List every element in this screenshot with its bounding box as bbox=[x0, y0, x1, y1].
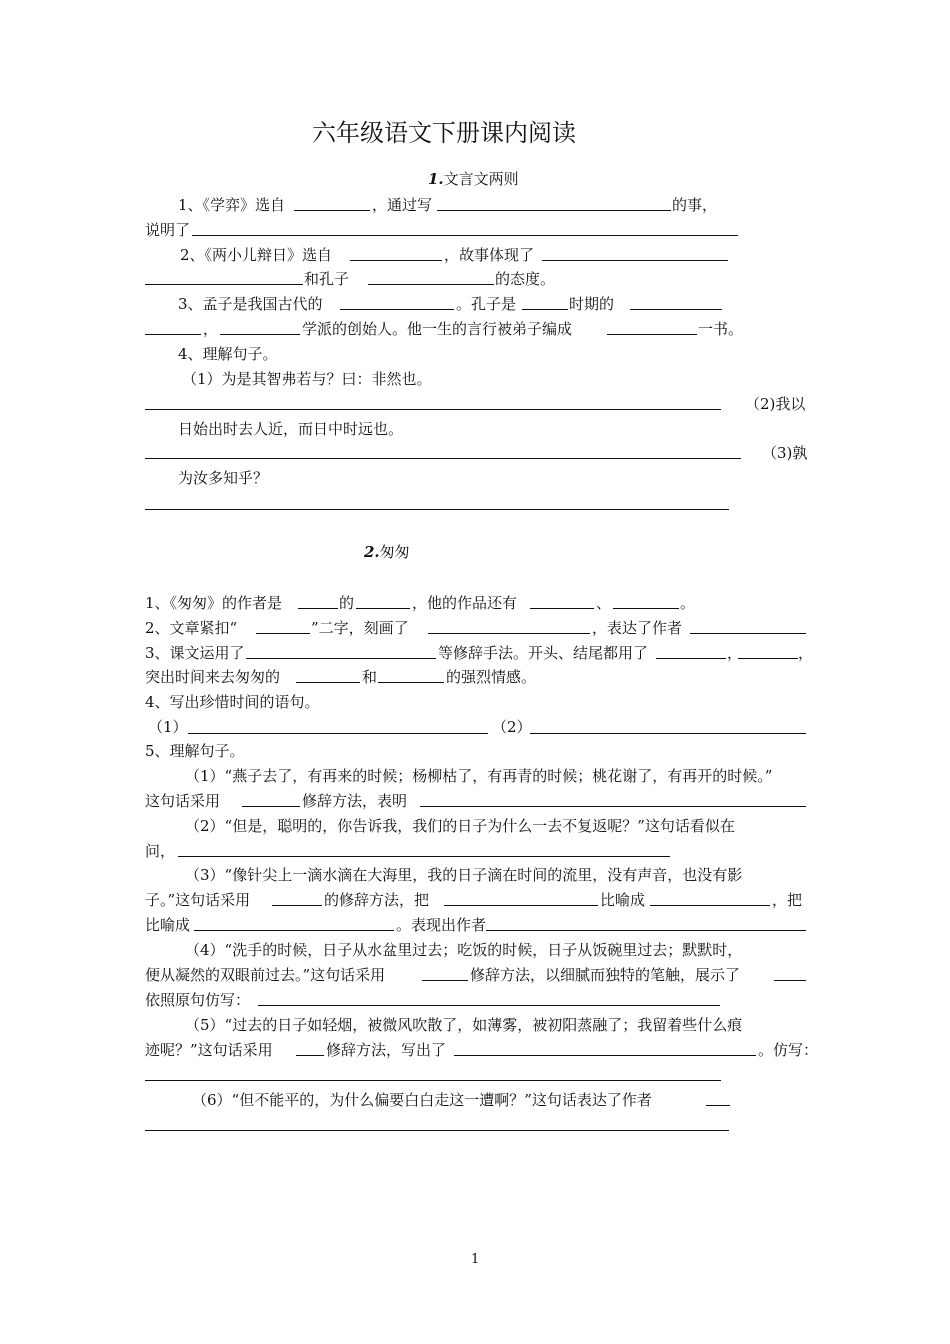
section-1-heading bbox=[428, 169, 519, 189]
s2-q4-2-answer-line[interactable] bbox=[530, 733, 806, 734]
s1-q4-1-answer-line[interactable] bbox=[145, 409, 721, 410]
s1-q1-text-d: 说明了 bbox=[145, 221, 191, 239]
s1-q3-blank-1[interactable] bbox=[340, 309, 454, 310]
s2-q3-text-f: 和 bbox=[362, 668, 378, 686]
s2-q1-text-b: 的 bbox=[339, 594, 355, 612]
s2-q2-text-a: 2、文章紧扣“ bbox=[145, 619, 238, 637]
s2-q5-6-blank-1[interactable] bbox=[706, 1105, 730, 1106]
s2-q5-4-text-b: 便从凝然的双眼前过去。”这句话采用 bbox=[145, 966, 386, 984]
s2-q5-5-quote: （5）“过去的日子如轻烟，被微风吹散了，如薄雾，被初阳蒸融了；我留着些什么痕 bbox=[185, 1016, 743, 1034]
s1-q3-text-d: ， bbox=[203, 320, 219, 338]
s1-q1-text-c: 的事， bbox=[672, 196, 718, 214]
s2-q2-blank-1[interactable] bbox=[256, 633, 310, 634]
s2-q1-text-e: 。 bbox=[680, 594, 696, 612]
s2-q3-text-d: ， bbox=[798, 644, 814, 662]
s1-q4-2-text-b: 日始出时去人近，而日中时远也。 bbox=[178, 420, 404, 438]
s2-q5-3-text-g: 。表现出作者 bbox=[396, 916, 487, 934]
section-2-number: 2. bbox=[364, 543, 380, 561]
s2-q5-5-answer-line[interactable] bbox=[145, 1080, 721, 1081]
s2-q4-1-answer-line[interactable] bbox=[188, 733, 488, 734]
s2-q5-2-answer-line[interactable] bbox=[178, 856, 670, 857]
s1-q3-text-e: 学派的创始人。他一生的言行被弟子编成 bbox=[302, 320, 573, 338]
s2-q5-4-answer-line[interactable] bbox=[258, 1005, 720, 1006]
s2-q4-text: 4、写出珍惜时间的语句。 bbox=[145, 693, 320, 711]
s2-q5-1-text-b: 这句话采用 bbox=[145, 792, 221, 810]
s1-q3-text-b: 。孔子是 bbox=[456, 295, 517, 313]
s2-q3-text-c: ， bbox=[727, 644, 743, 662]
s2-q4-1-label: （1） bbox=[148, 718, 188, 736]
s2-q5-6-answer-line[interactable] bbox=[145, 1130, 729, 1131]
s2-q5-4-blank-2[interactable] bbox=[774, 980, 806, 981]
s2-q5-3-blank-4[interactable] bbox=[194, 930, 394, 931]
s2-q5-2-text-b: 问， bbox=[145, 842, 176, 860]
s2-q3-blank-4[interactable] bbox=[296, 682, 360, 683]
s1-q3-blank-4[interactable] bbox=[145, 334, 201, 335]
s2-q1-blank-3[interactable] bbox=[530, 608, 594, 609]
s2-q5-4-text-c: 修辞方法，以细腻而独特的笔触，展示了 bbox=[470, 966, 741, 984]
section-1-title: 文言文两则 bbox=[443, 170, 519, 188]
s1-q1-blank-1[interactable] bbox=[294, 210, 370, 211]
s2-q1-text-c: ，他的作品还有 bbox=[412, 594, 518, 612]
s1-q3-text-c: 时期的 bbox=[569, 295, 615, 313]
s1-q1-text-b: ，通过写 bbox=[372, 196, 433, 214]
s2-q3-text-e: 突出时间来去匆匆的 bbox=[145, 668, 281, 686]
s2-q1-blank-4[interactable] bbox=[613, 608, 679, 609]
s2-q2-text-b: ”二字，刻画了 bbox=[311, 619, 409, 637]
s2-q5-5-blank-2[interactable] bbox=[454, 1055, 756, 1056]
section-1-number: 1. bbox=[428, 170, 444, 188]
s1-q4-text: 4、理解句子。 bbox=[178, 345, 278, 363]
s2-q3-text-g: 的强烈情感。 bbox=[446, 668, 537, 686]
s1-q1-blank-2[interactable] bbox=[437, 210, 671, 211]
s1-q3-blank-5[interactable] bbox=[220, 334, 300, 335]
s2-q5-3-quote: （3）“像针尖上一滴水滴在大海里，我的日子滴在时间的流里，没有声音，也没有影 bbox=[185, 866, 743, 884]
s2-q5-3-text-c: 的修辞方法，把 bbox=[324, 891, 430, 909]
s2-q3-blank-2[interactable] bbox=[656, 658, 726, 659]
s2-q5-3-blank-3[interactable] bbox=[650, 905, 770, 906]
s1-q3-text-f: 一书。 bbox=[698, 320, 744, 338]
s2-q1-text-d: 、 bbox=[596, 594, 612, 612]
section-2-title: 匆匆 bbox=[379, 543, 410, 561]
s1-q3-text-a: 3、孟子是我国古代的 bbox=[178, 295, 323, 313]
s2-q1-blank-2[interactable] bbox=[356, 608, 410, 609]
s1-q2-blank-2[interactable] bbox=[542, 260, 728, 261]
s1-q4-2-text-a: （2)我以 bbox=[745, 395, 806, 413]
section-2-heading bbox=[364, 542, 410, 562]
s2-q5-3-blank-2[interactable] bbox=[444, 905, 598, 906]
s2-q5-1-blank-2[interactable] bbox=[420, 806, 806, 807]
s1-q2-text-c: 和孔子 bbox=[304, 270, 350, 288]
s2-q5-6-quote: （6）“但不能平的，为什么偏要白白走这一遭啊？”这句话表达了作者 bbox=[192, 1091, 652, 1109]
s2-q5-text: 5、理解句子。 bbox=[145, 742, 245, 760]
s1-q1-blank-3[interactable] bbox=[192, 235, 738, 236]
s2-q5-5-blank-1[interactable] bbox=[296, 1055, 324, 1056]
s1-q2-text-d: 的态度。 bbox=[495, 270, 556, 288]
s1-q4-3-text-a: （3)孰 bbox=[762, 444, 808, 462]
s1-q3-blank-2[interactable] bbox=[522, 309, 568, 310]
s2-q5-4-blank-1[interactable] bbox=[422, 980, 468, 981]
s2-q3-text-b: 等修辞手法。开头、结尾都用了 bbox=[438, 644, 649, 662]
s1-q2-text-b: ，故事体现了 bbox=[444, 246, 535, 264]
s2-q5-3-text-b: 子。”这句话采用 bbox=[145, 891, 251, 909]
s2-q5-5-text-c: 修辞方法，写出了 bbox=[326, 1041, 447, 1059]
s2-q5-1-quote: （1）“燕子去了，有再来的时候；杨柳枯了，有再青的时候；桃花谢了，有再开的时候。” bbox=[185, 767, 773, 785]
s2-q5-4-text-d: 依照原句仿写： bbox=[145, 991, 251, 1009]
s2-q5-4-quote: （4）“洗手的时候，日子从水盆里过去；吃饭的时候，日子从饭碗里过去；默默时， bbox=[185, 941, 743, 959]
s1-q4-3-text-b: 为汝多知乎？ bbox=[178, 469, 269, 487]
s2-q2-blank-2[interactable] bbox=[428, 633, 590, 634]
s2-q5-1-blank-1[interactable] bbox=[242, 806, 300, 807]
s2-q3-blank-3[interactable] bbox=[738, 658, 798, 659]
s1-q2-text-a: 2、《两小儿辩日》选自 bbox=[180, 246, 333, 264]
s2-q3-blank-5[interactable] bbox=[378, 682, 444, 683]
s2-q1-text-a: 1、《匆匆》的作者是 bbox=[145, 594, 283, 612]
page-title: 六年级语文下册课内阅读 bbox=[312, 119, 576, 147]
s2-q5-3-text-d: 比喻成 bbox=[600, 891, 646, 909]
s1-q2-blank-4[interactable] bbox=[368, 284, 494, 285]
s1-q4-2-answer-line[interactable] bbox=[145, 458, 741, 459]
s2-q3-text-a: 3、课文运用了 bbox=[145, 644, 245, 662]
s2-q2-text-c: ，表达了作者 bbox=[592, 619, 683, 637]
s1-q4-1-text: （1）为是其智弗若与？曰：非然也。 bbox=[182, 370, 432, 388]
s2-q3-blank-1[interactable] bbox=[246, 658, 436, 659]
page-number: 1 bbox=[471, 1252, 480, 1267]
s2-q5-3-text-f: 比喻成 bbox=[145, 916, 191, 934]
s2-q5-1-text-c: 修辞方法，表明 bbox=[302, 792, 408, 810]
s2-q5-3-blank-5[interactable] bbox=[486, 930, 806, 931]
s2-q5-5-text-d: 。仿写： bbox=[758, 1041, 819, 1059]
s1-q2-blank-1[interactable] bbox=[350, 260, 442, 261]
s2-q2-blank-3[interactable] bbox=[690, 633, 806, 634]
s1-q3-blank-3[interactable] bbox=[630, 309, 722, 310]
s1-q2-blank-3[interactable] bbox=[145, 284, 303, 285]
s1-q3-blank-6[interactable] bbox=[607, 334, 697, 335]
s2-q5-3-blank-1[interactable] bbox=[272, 905, 322, 906]
s1-q1-text-a: 1、《学弈》选自 bbox=[178, 196, 286, 214]
s2-q5-2-quote: （2）“但是，聪明的，你告诉我，我们的日子为什么一去不复返呢？”这句话看似在 bbox=[185, 817, 735, 835]
s2-q5-5-text-b: 迹呢？”这句话采用 bbox=[145, 1041, 273, 1059]
s2-q1-blank-1[interactable] bbox=[298, 608, 338, 609]
s2-q4-2-label: （2） bbox=[492, 718, 532, 736]
s1-q4-3-answer-line[interactable] bbox=[145, 509, 729, 510]
s2-q5-3-text-e: ，把 bbox=[772, 891, 803, 909]
